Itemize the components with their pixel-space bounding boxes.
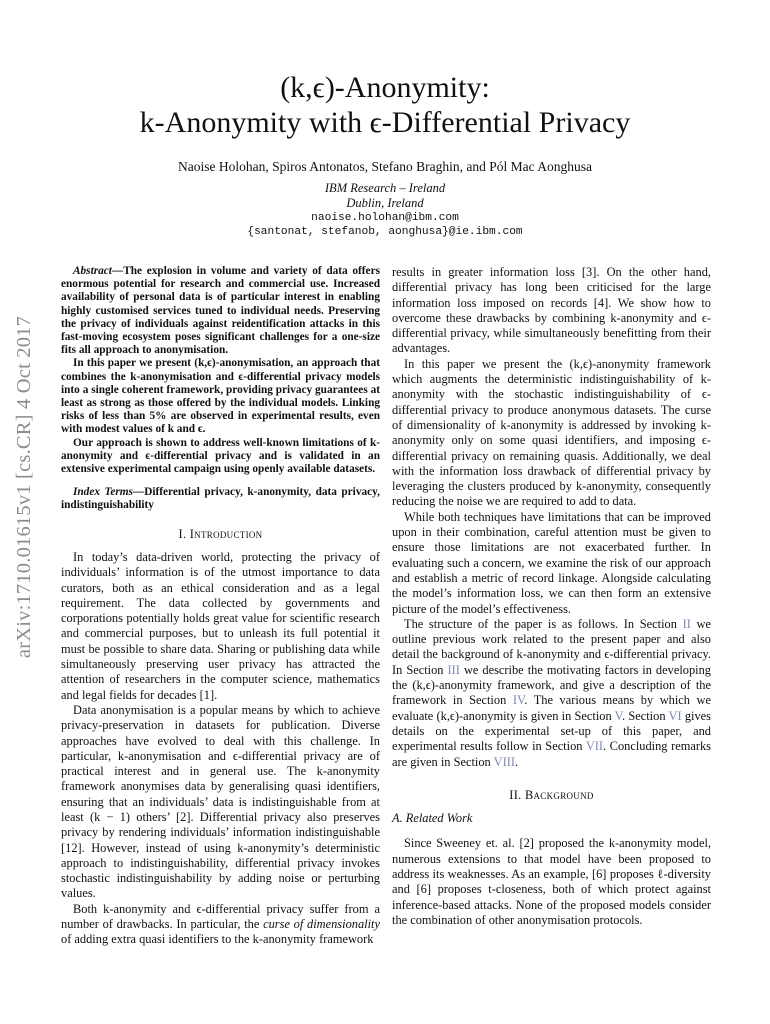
abstract-p3: Our approach is shown to address well-known limitations of k-anonymity and ϵ-differential privacy and is validated in an extensive experimental campaign using openly available datasets. xyxy=(61,436,380,476)
text-run: . xyxy=(514,754,519,769)
arxiv-stamp: arXiv:1710.01615v1 [cs.CR] 4 Oct 2017 xyxy=(13,315,35,659)
section-ref-link[interactable]: VII xyxy=(585,739,604,754)
text-run: of adding extra quasi identifiers to the k-anonymity framework xyxy=(61,932,374,947)
intro-paragraph-3-cont: results in greater information loss [3]. On the other hand, differential privacy has long been criticised for the large information loss imposed on records [4]. We show how to overcome these drawbacks by combining k-anonymity and ϵ-differential privacy, while simultaneously benefitting from their advantages. xyxy=(392,265,711,356)
intro-paragraph-3 xyxy=(61,902,380,948)
section-ref-link[interactable]: VI xyxy=(668,708,682,723)
paper-title-line2: k-Anonymity with ϵ-Differential Privacy xyxy=(139,106,631,139)
text-run: gives details on the experimental set-up of this paper, and experimental results follow in Section xyxy=(392,708,711,754)
section-ref-link[interactable]: IV xyxy=(512,693,525,708)
emphasis: curse of dimensionality xyxy=(263,917,380,932)
section-number: I. xyxy=(178,526,187,541)
index-terms-label: Index Terms xyxy=(73,486,133,499)
text-run: Both k-anonymity and ϵ-differential privacy suffer from a number of drawbacks. In particular, the xyxy=(61,901,380,932)
index-terms-text: —Differential privacy, k-anonymity, data privacy, indistinguishability xyxy=(61,486,380,512)
authors: Naoise Holohan, Spiros Antonatos, Stefano Braghin, and Pól Mac Aonghusa xyxy=(178,159,592,174)
section-heading-introduction xyxy=(61,527,380,542)
background-paragraph-1: Since Sweeney et. al. [2] proposed the k-anonymity model, numerous extensions to that model have been proposed to address its weaknesses. As an example, [6] proposes ℓ-diversity and [6] proposes t-closeness, both of which protect against inference-based attacks. None of the proposed models consider the combination of other anonymisation protocols. xyxy=(392,836,711,927)
text-run: . The various means by which we evaluate (k,ϵ)-anonymity is given in Section xyxy=(392,693,711,723)
text-run: . Concluding remarks are given in Section xyxy=(392,739,711,769)
section-heading-background xyxy=(392,788,711,803)
abstract-p1: —The explosion in volume and variety of data offers enormous potential for research and commercial use. Increased availability of personal data is of particular interest in enabling highly customised services tuned to individual needs. Preserving the privacy of individuals against reidentification attacks in this fast-moving ecosystem poses significant challenges for a one-size fits all approach to anonymisation. xyxy=(61,265,380,357)
email-group: {santonat, stefanob, aonghusa}@ie.ibm.com xyxy=(247,226,523,238)
intro-paragraph-1: In today’s data-driven world, protecting the privacy of individuals’ information is of the utmost importance to data curators, both as an ethical consideration and as a legal requirement. The data collected by governments and corporations potentially holds great value for scientific research and commercial purposes, but to unleash its full potential it must be possible to share data. Sharing or publishing data while simultaneously preserving user privacy has attracted the attention of researchers in the computer science, mathematics and legal fields for decades [1]. xyxy=(61,549,380,702)
section-ref-link[interactable]: VIII xyxy=(493,754,515,769)
section-number: II. xyxy=(509,787,522,802)
section-ref-link[interactable]: V xyxy=(614,708,623,723)
affiliation-city: Dublin, Ireland xyxy=(346,196,424,210)
intro-paragraph-6 xyxy=(392,617,711,770)
section-title: Background xyxy=(524,787,594,802)
intro-paragraph-5: While both techniques have limitations that can be improved upon in their combination, careful attention must be given to ensure those limitations are not exacerbated further. In evaluating such a concern, we examine the risk of our approach and establish a metric of record linkage. Alongside calculating the model’s information loss, we can then form an extensive picture of the model’s effectiveness. xyxy=(392,509,711,616)
right-column xyxy=(392,265,711,928)
email-primary: naoise.holohan@ibm.com xyxy=(311,212,459,224)
section-title: Introduction xyxy=(189,526,263,541)
text-run: . Section xyxy=(622,708,669,723)
left-column xyxy=(61,265,380,948)
text-run: we outline previous work related to the present paper and also detail the background of k-anonymity and ϵ-differential privacy. In Section xyxy=(392,616,711,677)
section-ref-link[interactable]: II xyxy=(682,616,691,631)
section-ref-link[interactable]: III xyxy=(447,662,460,677)
affiliation-org: IBM Research – Ireland xyxy=(324,181,446,195)
text-run: The structure of the paper is as follows. In Section xyxy=(404,616,683,631)
abstract xyxy=(61,265,380,476)
intro-paragraph-2: Data anonymisation is a popular means by which to achieve privacy-preservation in datasets for publication. Diverse approaches have evolved to deal with this challenge. In particular, k-anonymisation and ϵ-differential privacy are of practical interest and in general use. The k-anonymity framework anonymises data by generalising quasi identifiers, ensuring that an individuals’ data is indistinguishable from at least (k − 1) others’ [2]. Differential privacy also preserves privacy by rendering individuals’ information indistinguishable [12]. However, instead of using k-anonymity’s deterministic approach to indistinguishability, differential privacy invokes stochastic indistinguishability by adding noise or perturbing values. xyxy=(61,702,380,901)
abstract-label: Abstract xyxy=(73,265,112,277)
subsection-heading: A. Related Work xyxy=(392,811,473,826)
paper-title-line1: (k,ϵ)-Anonymity: xyxy=(280,71,490,104)
abstract-p2: In this paper we present (k,ϵ)-anonymisation, an approach that combines the k-anonymisation and ϵ-differential privacy models into a single coherent framework, providing privacy guarantees at least as strong as those offered by the individual models. Linking risks of less than 5% are observed in experimental results, even with modest values of k and ϵ. xyxy=(61,357,380,436)
index-terms xyxy=(61,486,380,512)
text-run: we describe the motivating factors in developing the (k,ϵ)-anonymity framework, and give a description of the framework in Section xyxy=(392,662,711,708)
intro-paragraph-4: In this paper we present the (k,ϵ)-anonymity framework which augments the deterministic indistinguishability of k-anonymity with the stochastic indistinguishability of ϵ-differential privacy to produce anonymous datasets. The curse of dimensionality of k-anonymity is addressed by invoking k-anonymity only on some quasi identifiers, and imposing ϵ-differential privacy on remaining quasis. Additionally, we deal with the information loss drawback of differential privacy by leveraging the clusters produced by k-anonymity, consequently reducing the noise we are required to add to data. xyxy=(392,356,711,509)
